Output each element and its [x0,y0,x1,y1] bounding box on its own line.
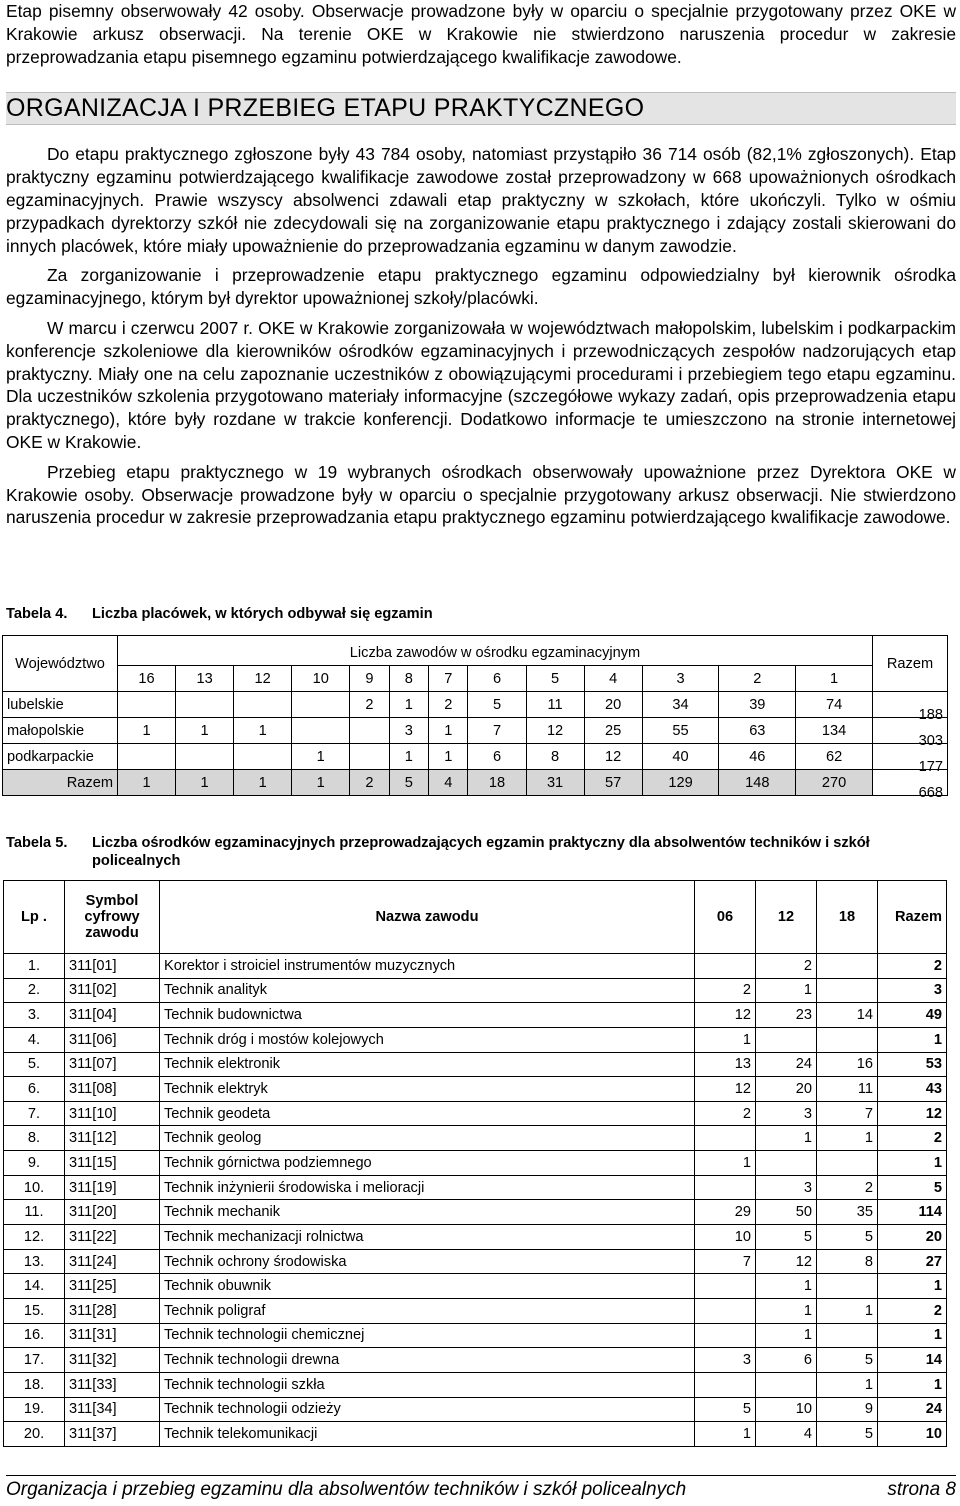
page-footer [6,1475,956,1506]
table5-count-18: 5 [817,1348,878,1373]
table4-column-header: 7 [429,666,468,692]
table5-symbol: 311[31] [65,1323,160,1348]
table4-column-header: 2 [719,666,796,692]
table4-cell: 1 [234,718,292,744]
table5-symbol: 311[25] [65,1274,160,1299]
table4-header-group: Liczba zawodów w ośrodku egzaminacyjnym [118,636,873,666]
table5-total: 3 [878,978,947,1003]
table5-total: 20 [878,1225,947,1250]
table5-caption [6,834,906,870]
table5-header-name: Nazwa zawodu [160,881,695,954]
table5-total: 53 [878,1052,947,1077]
table5-count-06: 1 [695,1422,756,1447]
table4-column-header: 12 [234,666,292,692]
table4-column-header: 8 [389,666,428,692]
table4-sum-cell: 270 [796,770,873,796]
table5-count-18: 14 [817,1003,878,1028]
table4-cell: 25 [584,718,642,744]
table5-name: Technik technologii chemicznej [160,1323,695,1348]
table5-total: 2 [878,1298,947,1323]
table4-column-header: 6 [468,666,526,692]
table5-total: 14 [878,1348,947,1373]
table5-count-12 [756,1151,817,1176]
table5-count-06: 2 [695,978,756,1003]
table5-count-18 [817,954,878,979]
table5-row [4,1249,947,1274]
table5-row [4,1200,947,1225]
table4-sum-row [3,770,948,796]
table4-header-region: Województwo [3,636,118,692]
table5-name: Technik obuwnik [160,1274,695,1299]
table5-count-12: 24 [756,1052,817,1077]
table5-symbol: 311[12] [65,1126,160,1151]
table5-name: Technik poligraf [160,1298,695,1323]
table4 [2,635,948,801]
table5-count-12 [756,1372,817,1397]
table5-name: Technik telekomunikacji [160,1422,695,1447]
table5-header-symbol: Symbol cyfrowy zawodu [65,881,160,954]
table5-total: 1 [878,1027,947,1052]
page-number: strona 8 [887,1479,956,1500]
table5-header-row [4,881,947,954]
table4-cell: 134 [796,718,873,744]
table5-count-12: 1 [756,1323,817,1348]
document-page [6,0,956,529]
table4-cell: 20 [584,692,642,718]
table5-total: 49 [878,1003,947,1028]
table4-column-header: 13 [176,666,234,692]
table4-sum-cell: 2 [350,770,389,796]
table5-symbol: 311[37] [65,1422,160,1447]
table4-row [3,744,948,770]
table5-count-12: 50 [756,1200,817,1225]
table5-lp: 2. [4,978,65,1003]
table5-name: Technik geolog [160,1126,695,1151]
table4-cell: 2 [350,692,389,718]
table4-cell: 7 [468,718,526,744]
table4-cell: 5 [468,692,526,718]
table4-cell: 1 [176,718,234,744]
table4-row [3,692,948,718]
table5-count-12: 12 [756,1249,817,1274]
table5-row [4,1052,947,1077]
table4-caption [6,605,906,623]
table5-symbol: 311[02] [65,978,160,1003]
table4-cell: 62 [796,744,873,770]
table4-subheader-row [3,666,948,692]
table5-total: 27 [878,1249,947,1274]
table4-sum-cell: 129 [642,770,719,796]
table5-total: 12 [878,1101,947,1126]
table4-cell: 12 [526,718,584,744]
table4-cell [292,692,350,718]
table4-header-total: Razem [873,636,948,692]
table5-symbol: 311[20] [65,1200,160,1225]
table4-grand-total-value: 668 [918,785,943,801]
table4-cell: 1 [429,744,468,770]
table5-lp: 13. [4,1249,65,1274]
table5-symbol: 311[06] [65,1027,160,1052]
table5-count-06: 2 [695,1101,756,1126]
table5-row [4,978,947,1003]
table4-cell: 40 [642,744,719,770]
table5-count-12: 1 [756,1274,817,1299]
table5-lp: 12. [4,1225,65,1250]
table4-region: lubelskie [3,692,118,718]
table4-column-header: 3 [642,666,719,692]
table5-count-18: 9 [817,1397,878,1422]
table4-row-total-value: 177 [918,759,943,775]
table5-lp: 3. [4,1003,65,1028]
table5-row [4,1175,947,1200]
table5-count-12: 1 [756,1298,817,1323]
table4-cell [234,692,292,718]
table5-row [4,1027,947,1052]
table5-lp: 9. [4,1151,65,1176]
table5-name: Technik technologii odzieży [160,1397,695,1422]
table4-sum-cell: 57 [584,770,642,796]
table5-count-12: 23 [756,1003,817,1028]
section-heading: ORGANIZACJA I PRZEBIEG ETAPU PRAKTYCZNEGO [6,92,956,125]
table5-count-18 [817,978,878,1003]
table5-count-06: 5 [695,1397,756,1422]
table4-sum-label: Razem [3,770,118,796]
table4-cell: 1 [389,692,428,718]
table5-count-18 [817,1151,878,1176]
table5-count-06: 29 [695,1200,756,1225]
table5-symbol: 311[32] [65,1348,160,1373]
table5-count-18: 16 [817,1052,878,1077]
table5-count-06 [695,1298,756,1323]
table4-caption-text: Liczba placówek, w których odbywał się egzamin [92,606,433,622]
table5-name: Technik analityk [160,978,695,1003]
table5-count-18: 5 [817,1225,878,1250]
table5-symbol: 311[07] [65,1052,160,1077]
table5-row [4,1323,947,1348]
table5-name: Technik dróg i mostów kolejowych [160,1027,695,1052]
table5-header-lp: Lp . [4,881,65,954]
table5-lp: 14. [4,1274,65,1299]
table5-lp: 17. [4,1348,65,1373]
table5-total: 114 [878,1200,947,1225]
table5-symbol: 311[28] [65,1298,160,1323]
table5-count-06: 12 [695,1003,756,1028]
table5-name: Technik technologii szkła [160,1372,695,1397]
table4-cell: 1 [118,718,176,744]
table5 [3,880,947,1447]
table5-row [4,1298,947,1323]
table5-count-12: 6 [756,1348,817,1373]
table5-lp: 16. [4,1323,65,1348]
table5-total: 1 [878,1151,947,1176]
table4-cell [176,692,234,718]
table4-sum-cell: 4 [429,770,468,796]
table4-sum-cell: 1 [234,770,292,796]
table4-sum-cell: 148 [719,770,796,796]
table5-count-18: 1 [817,1126,878,1151]
table5-name: Technik inżynierii środowiska i melioracji [160,1175,695,1200]
table5-count-06 [695,1175,756,1200]
table5-lp: 8. [4,1126,65,1151]
table4-column-header: 5 [526,666,584,692]
table5-row [4,1003,947,1028]
table5-row [4,1101,947,1126]
table5-count-18: 1 [817,1298,878,1323]
table4-cell: 1 [429,718,468,744]
table4-cell [350,718,389,744]
table5-symbol: 311[08] [65,1077,160,1102]
table5-count-18: 7 [817,1101,878,1126]
table5-header-18: 18 [817,881,878,954]
table4-cell [292,718,350,744]
intro-paragraph: Etap pisemny obserwowały 42 osoby. Obserwacje prowadzone były w oparciu o specjalnie przygotowany przez OKE w Krakowie arkusz obserwacji. Na terenie OKE w Krakowie nie stwierdzono naruszenia procedur w zakresie przeprowadzania etapu pisemnego egzaminu potwierdzającego kwalifikacje zawodowe. [6,1,956,67]
table5-body [4,954,947,1447]
table5-name: Technik technologii drewna [160,1348,695,1373]
table5-total: 5 [878,1175,947,1200]
table5-row [4,1225,947,1250]
table5-symbol: 311[24] [65,1249,160,1274]
table5-symbol: 311[19] [65,1175,160,1200]
table5-lp: 10. [4,1175,65,1200]
table5-count-12: 1 [756,978,817,1003]
table5-caption-text: Liczba ośrodków egzaminacyjnych przeprowadzających egzamin praktyczny dla absolwentów techników i szkół policealnych [92,835,870,869]
table4-row-total-value: 188 [918,707,943,723]
table5-count-12: 3 [756,1175,817,1200]
section-paragraph-2: Za zorganizowanie i przeprowadzenie etapu praktycznego egzaminu odpowiedzialny był kierownik ośrodka egzaminacyjnego, którym był dyrektor upoważnionej szkoły/placówki. [6,265,956,309]
table5-symbol: 311[10] [65,1101,160,1126]
table4-column-header: 10 [292,666,350,692]
table5-count-06 [695,1274,756,1299]
table5-total: 2 [878,1126,947,1151]
table5-count-18: 5 [817,1422,878,1447]
table4-column-header: 16 [118,666,176,692]
table4-cell [118,692,176,718]
table4-sum-cell: 18 [468,770,526,796]
table5-lp: 20. [4,1422,65,1447]
table5-caption-number: Tabela 5. [6,835,68,851]
table4-header-row [3,636,948,666]
table5-count-06 [695,1323,756,1348]
table4-region: małopolskie [3,718,118,744]
table5-count-12: 10 [756,1397,817,1422]
table5-count-12: 1 [756,1126,817,1151]
table5-count-18: 11 [817,1077,878,1102]
table4-column-header: 9 [350,666,389,692]
table5-name: Technik mechanizacji rolnictwa [160,1225,695,1250]
table4-cell: 6 [468,744,526,770]
table4-column-header: 4 [584,666,642,692]
section-paragraph-4: Przebieg etapu praktycznego w 19 wybranych ośrodkach obserwowały upoważnione przez Dyrektora OKE w Krakowie osoby. Obserwacje prowadzone były w oparciu o specjalnie przygotowany arkusz obserwacji. Nie stwierdzono naruszenia procedur w zakresie przeprowadzania etapu praktycznego egzaminu potwierdzającego kwalifikacje zawodowe. [6,461,956,528]
table5-count-06: 12 [695,1077,756,1102]
table4-row-total [873,692,948,723]
table5-header-total: Razem [878,881,947,954]
table5-lp: 5. [4,1052,65,1077]
table5-symbol: 311[15] [65,1151,160,1176]
table4-cell: 2 [429,692,468,718]
table5-count-12: 4 [756,1422,817,1447]
table5-lp: 6. [4,1077,65,1102]
table5-count-06: 3 [695,1348,756,1373]
table5-header-12: 12 [756,881,817,954]
table5-count-06 [695,1372,756,1397]
table5-name: Technik górnictwa podziemnego [160,1151,695,1176]
table5-name: Technik budownictwa [160,1003,695,1028]
table5-count-06: 13 [695,1052,756,1077]
table5-header-06: 06 [695,881,756,954]
table4-sum-cell: 31 [526,770,584,796]
table5-count-18: 35 [817,1200,878,1225]
table5-count-06: 10 [695,1225,756,1250]
table5-symbol: 311[33] [65,1372,160,1397]
table4-cell: 3 [389,718,428,744]
table5-lp: 1. [4,954,65,979]
table4-cell: 1 [389,744,428,770]
table5-count-06 [695,954,756,979]
table4-row-total-value: 303 [918,733,943,749]
table5-total: 2 [878,954,947,979]
table5-count-18 [817,1323,878,1348]
table5-row [4,1397,947,1422]
table5-lp: 18. [4,1372,65,1397]
table4-body [3,692,948,801]
table4-cell [234,744,292,770]
table5-total: 1 [878,1274,947,1299]
table5-total: 1 [878,1372,947,1397]
table5-symbol: 311[22] [65,1225,160,1250]
table5-count-06: 1 [695,1027,756,1052]
table4-caption-number: Tabela 4. [6,606,68,622]
table5-symbol: 311[04] [65,1003,160,1028]
table5-count-18: 1 [817,1372,878,1397]
table4-column-header: 1 [796,666,873,692]
table4-cell: 55 [642,718,719,744]
table5-count-18: 8 [817,1249,878,1274]
table5-row [4,1274,947,1299]
table4-cell [176,744,234,770]
table5-total: 1 [878,1323,947,1348]
table5-count-18: 2 [817,1175,878,1200]
table5-row [4,1126,947,1151]
table5-name: Technik geodeta [160,1101,695,1126]
table4-cell: 34 [642,692,719,718]
table4-cell: 39 [719,692,796,718]
table5-name: Technik ochrony środowiska [160,1249,695,1274]
table5-count-12: 5 [756,1225,817,1250]
table5-count-12: 20 [756,1077,817,1102]
table5-name: Korektor i stroiciel instrumentów muzycznych [160,954,695,979]
table4-sum-cell: 5 [389,770,428,796]
table4-sum-cell: 1 [292,770,350,796]
table5-count-06 [695,1126,756,1151]
table4-cell: 1 [292,744,350,770]
table5-name: Technik elektryk [160,1077,695,1102]
table4-sum-cell: 1 [176,770,234,796]
table5-count-12: 3 [756,1101,817,1126]
table5-lp: 4. [4,1027,65,1052]
section-paragraph-3: W marcu i czerwcu 2007 r. OKE w Krakowie zorganizowała w województwach małopolskim, lubelskim i podkarpackim konferencje szkoleniowe dla kierowników ośrodków egzaminacyjnych i przewodniczących zespołów nadzorujących etap praktyczny. Miały one na celu zapoznanie uczestników z obowiązującymi procedurami i przebiegiem tego etapu egzaminu. Dla uczestników szkolenia przygotowano materiały informacyjne (szczegółowe wykazy zadań, opis przeprowadzenia etapu praktycznego), które były rozdane w trakcie konferencji. Dodatkowo informacje te umieszczono na stronie internetowej OKE w Krakowie. [6,317,956,452]
table5-row [4,1422,947,1447]
table4-cell: 12 [584,744,642,770]
table5-total: 43 [878,1077,947,1102]
table4-sum-cell: 1 [118,770,176,796]
table4-cell: 63 [719,718,796,744]
table5-name: Technik elektronik [160,1052,695,1077]
table5-count-06: 1 [695,1151,756,1176]
table5-row [4,1348,947,1373]
table5-row [4,1077,947,1102]
table4-cell: 8 [526,744,584,770]
table4-cell: 46 [719,744,796,770]
table5-row [4,954,947,979]
section-paragraph-1: Do etapu praktycznego zgłoszone były 43 784 osoby, natomiast przystąpiło 36 714 osób (82,1% zgłoszonych). Etap praktyczny egzaminu potwierdzającego kwalifikacje zawodowe został przeprowadzony w 668 upoważnionych ośrodkach egzaminacyjnych. Prawie wszyscy absolwenci zdawali etap praktyczny w szkołach, które ukończyli. Tylko w ośmiu przypadkach dyrektorzy szkół nie zdecydowali się na zorganizowanie etapu praktycznego i zdający zostali skierowani do innych placówek, które miały upoważnienie do przeprowadzania egzaminu w danym zawodzie. [6,144,956,256]
table4-cell: 74 [796,692,873,718]
table4-cell [350,744,389,770]
table5-lp: 19. [4,1397,65,1422]
table4-cell: 11 [526,692,584,718]
table4-cell [118,744,176,770]
table5-count-18 [817,1274,878,1299]
table5-name: Technik mechanik [160,1200,695,1225]
table5-row [4,1151,947,1176]
table5-total: 24 [878,1397,947,1422]
table5-symbol: 311[01] [65,954,160,979]
table5-count-12 [756,1027,817,1052]
footer-title: Organizacja i przebieg egzaminu dla absolwentów techników i szkół policealnych [6,1479,687,1500]
table5-count-06: 7 [695,1249,756,1274]
table4-row [3,718,948,744]
table5-count-18 [817,1027,878,1052]
table5-lp: 11. [4,1200,65,1225]
table5-symbol: 311[34] [65,1397,160,1422]
table4-region: podkarpackie [3,744,118,770]
table5-total: 10 [878,1422,947,1447]
table5-count-12: 2 [756,954,817,979]
table5-row [4,1372,947,1397]
table5-lp: 15. [4,1298,65,1323]
table5-lp: 7. [4,1101,65,1126]
